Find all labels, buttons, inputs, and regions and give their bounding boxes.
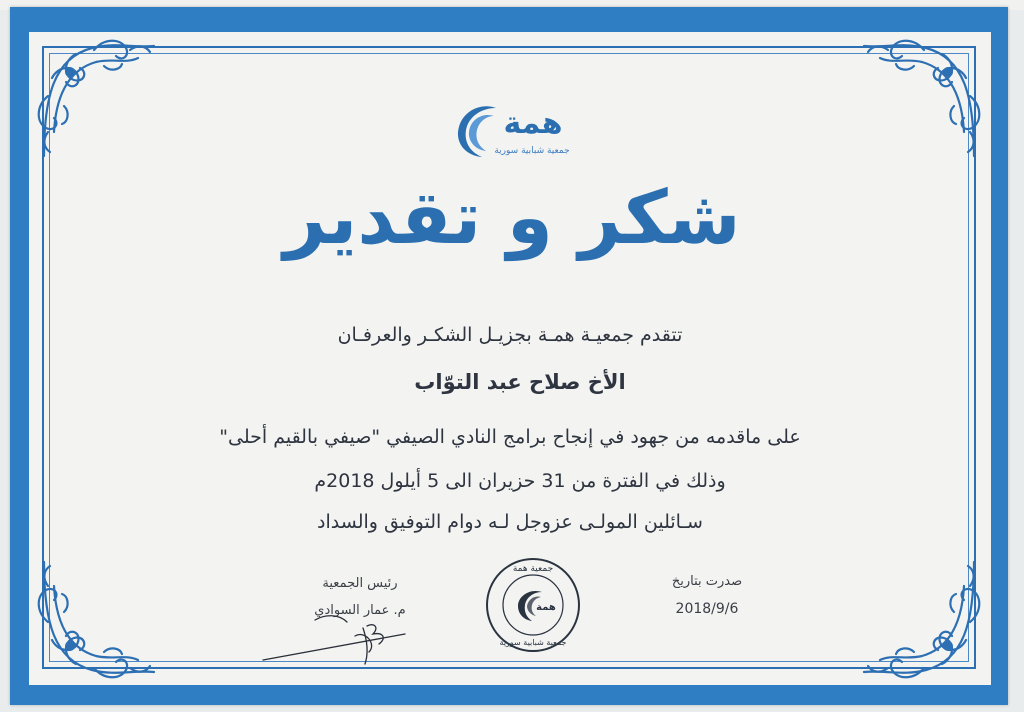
corner-ornament-icon xyxy=(854,36,984,166)
corner-ornament-icon xyxy=(854,552,984,682)
organization-name: همة xyxy=(503,106,563,141)
corner-ornament-icon xyxy=(34,36,164,166)
body-line-1: على ماقدمه من جهود في إنجاح برامج النادي الصيفي "صيفي بالقيم أحلى" xyxy=(219,426,801,448)
seal-logo-text: همة xyxy=(536,602,556,613)
seal-bottom-text: جمعية شبابية سورية xyxy=(499,638,567,647)
issue-date-label: صدرت بتاريخ xyxy=(671,574,743,589)
body-line-3: سـائلين المولـى عزوجل لـه دوام التوفيق والسداد xyxy=(317,511,703,533)
certificate-title: شكر و تقدير xyxy=(283,175,741,261)
corner-ornament-icon xyxy=(34,552,164,682)
recipient-name: الأخ صلاح عبد التوّاب xyxy=(414,370,626,394)
organization-logo xyxy=(452,96,570,166)
signatory-name: م. عمار السوادي xyxy=(314,603,406,618)
issue-date-value: 2018/9/6 xyxy=(675,601,739,617)
seal-top-text: جمعية همة xyxy=(512,564,554,574)
round-seal-icon xyxy=(484,556,582,654)
signatory-title: رئيس الجمعية xyxy=(322,576,398,591)
intro-line: تتقدم جمعيـة همـة بجزيـل الشكـر والعرفـان xyxy=(337,324,683,346)
handwritten-signature xyxy=(255,600,445,670)
body-line-2: وذلك في الفترة من 31 حزيران الى 5 أيلول 2018م xyxy=(314,470,726,492)
organization-subtitle: جمعية شبابية سورية xyxy=(494,146,570,156)
